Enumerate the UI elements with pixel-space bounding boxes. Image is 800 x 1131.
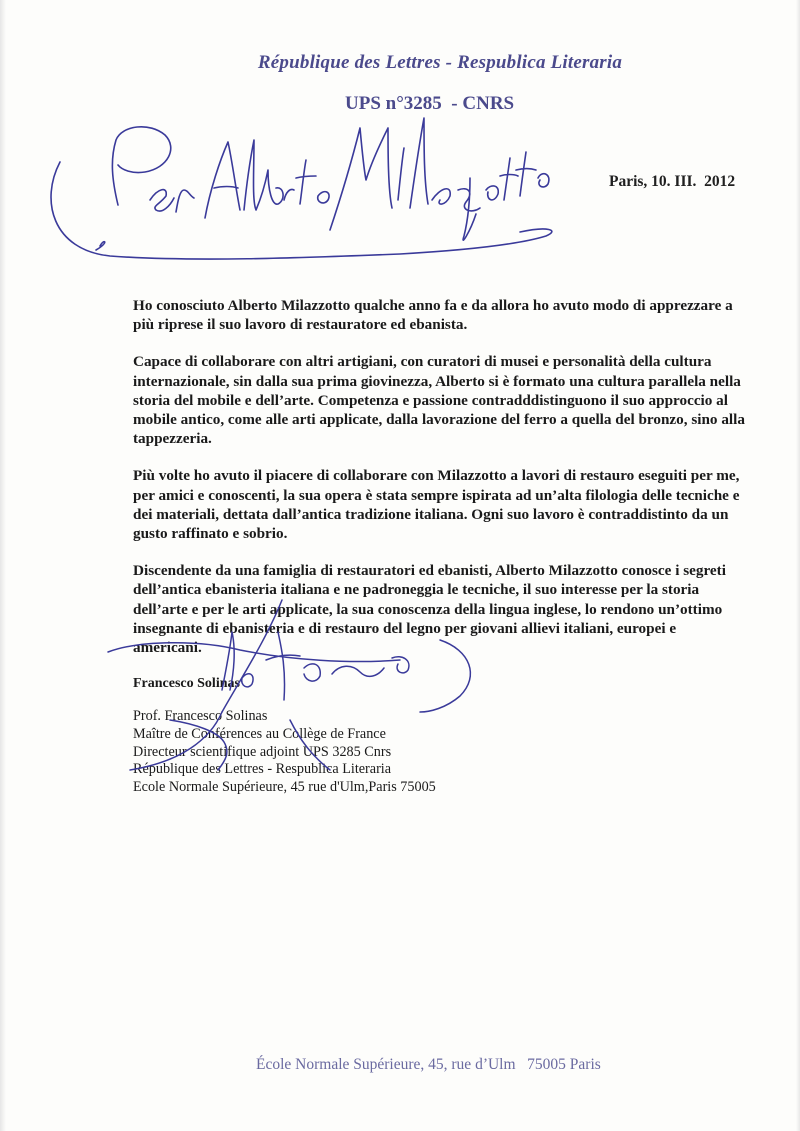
signer-line: Ecole Normale Supérieure, 45 rue d'Ulm,Paris 75005: [133, 779, 436, 796]
body-paragraph: Discendente da una famiglia di restauratori ed ebanisti, Alberto Milazzotto conosce i segreti dell’antica ebanisteria italiana e ne padroneggia le tecniche, il suo interesse per la storia dell’arte e per le arti applicate, la sua conoscenza della lingua inglese, lo rendono un’ottimo insegnante di ebanisteria e di restauro del legno per giovani allievi italiani, europei e americani.: [133, 562, 726, 657]
letter-date: Paris, 10. III. 2012: [609, 173, 736, 190]
signer-line: Directeur scientifique adjoint UPS 3285 Cnrs: [133, 743, 392, 760]
scan-edge-left: [0, 0, 6, 1131]
body-paragraph: Più volte ho avuto il piacere di collaborare con Milazzotto a lavori di restauro eseguiti per me, per amici e conoscenti, la sua opera è stata sempre ispirata ad un’alta filologia delle tecniche e dei materiali, dettata dall’antica tradizione italiana. Ogni suo lavoro è contraddistinto da un gusto raffinato e sobrio.: [133, 467, 740, 543]
signer-line: Maître de Conférences au Collège de France: [133, 725, 386, 742]
letterhead-subtitle: UPS n°3285 - CNRS: [345, 93, 515, 114]
signer-line: République des Lettres - Respublica Literaria: [133, 761, 392, 778]
handwritten-dedication: [51, 118, 552, 259]
scan-edge-right: [796, 0, 800, 1131]
letter-body: [133, 296, 748, 675]
signer-line: Prof. Francesco Solinas: [133, 708, 268, 724]
letterhead-title: République des Lettres - Respublica Literaria: [257, 52, 623, 73]
signer-details: [133, 708, 436, 797]
signer-name: Francesco Solinas: [133, 676, 240, 691]
body-paragraph: Ho conosciuto Alberto Milazzotto qualche anno fa e da allora ho avuto modo di apprezzare a più riprese il suo lavoro di restauratore ed ebanista.: [133, 297, 733, 334]
body-paragraph: Capace di collaborare con altri artigiani, con curatori di musei e personalità della cultura internazionale, sin dalla sua prima giovinezza, Alberto si è formato una cultura parallela nella storia del mobile e dell’arte. Competenza e passione contradddistinguono il suo approccio al mobile antico, come alle arti applicate, dalla lavorazione del ferro a quella del bronzo, sino alla tappezzeria.: [133, 353, 745, 448]
footer-address: École Normale Supérieure, 45, rue d’Ulm 75005 Paris: [256, 1056, 601, 1073]
